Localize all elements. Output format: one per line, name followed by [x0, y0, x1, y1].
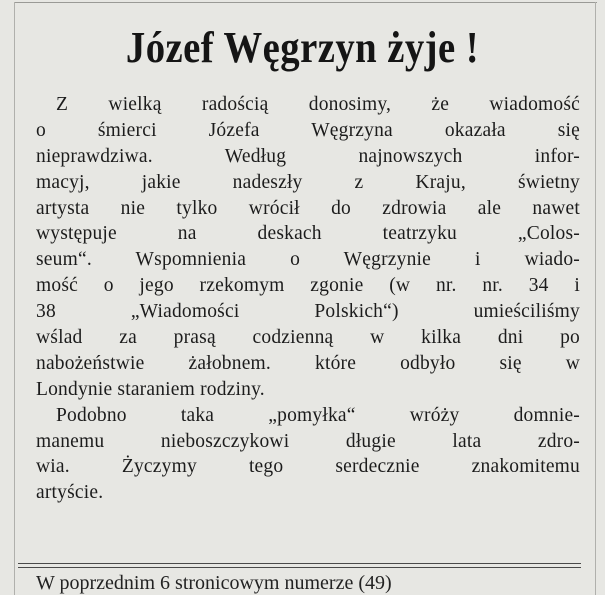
section-divider	[18, 563, 581, 564]
column-left-border	[14, 2, 15, 595]
text-line: występuje na deskach teatrzyku „Colos-	[36, 223, 580, 245]
text-line: nabożeństwie żałobnem. które odbyło się w	[36, 352, 580, 374]
text-line: wślad za prasą codzienną w kilka dni po	[36, 327, 580, 349]
text-line: artysta nie tylko wrócił do zdrowia ale nawet	[36, 197, 580, 219]
text-line: Londynie staraniem rodziny.	[36, 378, 265, 400]
next-article-fragment: W poprzednim 6 stronicowym numerze (49)	[36, 572, 392, 594]
column-right-border	[595, 2, 596, 595]
article-body	[36, 92, 580, 506]
text-line: o śmierci Józefa Węgrzyna okazała się	[36, 119, 580, 141]
article-headline: Józef Węgrzyn żyje !	[125, 23, 480, 72]
article-paragraph-1	[36, 92, 580, 403]
text-line: seum“. Wspomnienia o Węgrzynie i wiado-	[36, 249, 580, 271]
text-line: Podobno taka „pomyłka“ wróży domnie-	[56, 404, 580, 426]
text-line: artyście.	[36, 482, 104, 504]
text-line: manemu nieboszczykowi długie lata zdro-	[36, 430, 580, 452]
text-line: nieprawdziwa. Według najnowszych infor-	[36, 145, 580, 167]
text-line: 38 „Wiadomości Polskich“) umieściliśmy	[36, 301, 580, 323]
text-line: macyj, jakie nadeszły z Kraju, świetny	[36, 171, 580, 193]
article-paragraph-2	[36, 403, 580, 507]
text-line: Z wielką radością donosimy, że wiadomość	[56, 94, 580, 115]
text-line: wia. Życzymy tego serdecznie znakomitemu	[36, 456, 580, 478]
section-divider-secondary	[18, 567, 581, 568]
page-top-border	[14, 2, 597, 3]
text-line: mość o jego rzekomym zgonie (w nr. nr. 34 i	[36, 275, 580, 297]
